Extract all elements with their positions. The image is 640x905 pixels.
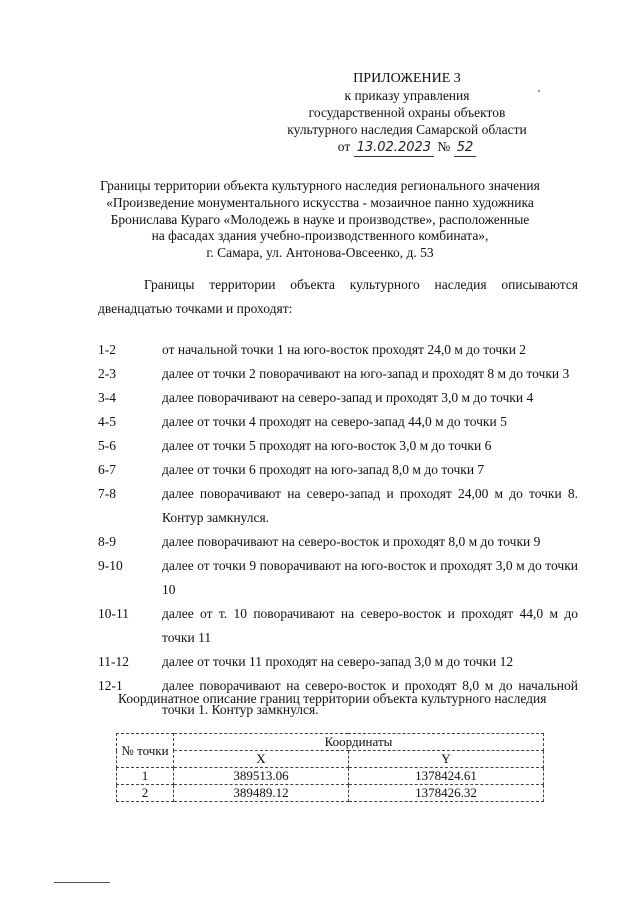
list-item — [98, 482, 578, 530]
segment-number: 5-6 — [98, 438, 116, 453]
segment-number: 1-2 — [98, 342, 116, 357]
appendix-title: ПРИЛОЖЕНИЕ 3 — [353, 71, 461, 86]
point-number-cell: 2 — [117, 785, 174, 802]
heading-line: г. Самара, ул. Антонова-Овсеенко, д. 53 — [206, 245, 434, 261]
list-item — [98, 602, 578, 650]
appendix-line: государственной охраны объектов — [308, 105, 506, 120]
point-number-cell: 1 — [117, 768, 174, 785]
intro-paragraph — [98, 273, 578, 321]
appendix-line: культурного наследия Самарской области — [287, 122, 527, 137]
intro-line-2: двенадцатью точками и проходят: — [98, 301, 293, 316]
heading-line: Границы территории объекта культурного наследия регионального значения — [100, 178, 540, 193]
segment-number: 12-1 — [98, 678, 123, 693]
list-item — [98, 386, 578, 410]
coordinates-table — [116, 733, 544, 802]
intro-line-1: Границы территории объекта культурного наследия описываются — [144, 277, 578, 292]
header-point-number: № точки — [117, 734, 174, 768]
list-item — [98, 554, 578, 602]
segment-description: далее поворачивают на северо-восток и проходят 8,0 м до начальной точки 1. Контур замкнулся. — [162, 678, 578, 717]
segment-number: 2-3 — [98, 366, 116, 381]
list-item — [98, 458, 578, 482]
segment-description: далее от точки 4 проходят на северо-запад 44,0 м до точки 5 — [162, 414, 507, 429]
heading-line: на фасадах здания учебно-производственного комбината», — [151, 228, 489, 244]
list-item — [98, 434, 578, 458]
table-row — [117, 785, 544, 802]
order-date-line — [262, 138, 552, 157]
boundary-route-list — [98, 338, 578, 722]
date-prefix: от — [337, 139, 351, 154]
document-heading — [80, 178, 560, 262]
segment-number: 4-5 — [98, 414, 116, 429]
list-item — [98, 530, 578, 554]
segment-description: далее поворачивают на северо-запад и проходят 24,00 м до точки 8. Контур замкнулся. — [162, 486, 578, 525]
segment-description: далее от точки 2 поворачивают на юго-запад и проходят 8 м до точки 3 — [162, 366, 570, 381]
list-item — [98, 362, 578, 386]
segment-description: далее поворачивают на северо-запад и проходят 3,0 м до точки 4 — [162, 390, 534, 405]
footer-divider — [54, 882, 110, 883]
segment-description: далее от точки 5 проходят на юго-восток 3,0 м до точки 6 — [162, 438, 492, 453]
segment-number: 3-4 — [98, 390, 116, 405]
handwritten-date: 13.02.2023 — [354, 139, 434, 157]
y-cell: 1378424.61 — [348, 768, 543, 785]
segment-description: от начальной точки 1 на юго-восток проходят 24,0 м до точки 2 — [162, 342, 527, 357]
list-item — [98, 650, 578, 674]
list-item — [98, 338, 578, 362]
appendix-block — [262, 70, 552, 157]
appendix-line: к приказу управления — [344, 88, 470, 103]
segment-number: 6-7 — [98, 462, 116, 477]
number-prefix: № — [437, 139, 451, 154]
segment-number: 8-9 — [98, 534, 116, 549]
header-x: X — [174, 751, 349, 768]
segment-description: далее поворачивают на северо-восток и проходят 8,0 м до точки 9 — [162, 534, 541, 549]
segment-number: 10-11 — [98, 606, 129, 621]
segment-number: 7-8 — [98, 486, 116, 501]
heading-line: «Произведение монументального искусства - мозаичное панно художника — [106, 194, 534, 210]
handwritten-number: 52 — [454, 139, 477, 157]
coordinates-title: Координатное описание границ территории объекта культурного наследия — [118, 691, 547, 706]
y-cell: 1378426.32 — [348, 785, 543, 802]
table-row — [117, 768, 544, 785]
list-item — [98, 410, 578, 434]
segment-description: далее от точки 6 проходят на юго-запад 8,0 м до точки 7 — [162, 462, 485, 477]
x-cell: 389489.12 — [174, 785, 349, 802]
segment-description: далее от т. 10 поворачивают на северо-восток и проходят 44,0 м до точки 11 — [162, 606, 578, 645]
x-cell: 389513.06 — [174, 768, 349, 785]
header-y: Y — [348, 751, 543, 768]
segment-number: 9-10 — [98, 558, 123, 573]
header-coordinates: Координаты — [174, 734, 544, 751]
heading-line: Бронислава Кураго «Молодежь в науке и производстве», расположенные — [110, 211, 530, 227]
segment-description: далее от точки 11 проходят на северо-запад 3,0 м до точки 12 — [162, 654, 514, 669]
segment-number: 11-12 — [98, 654, 129, 669]
segment-description: далее от точки 9 поворачивают на юго-восток и проходят 3,0 м до точки 10 — [162, 558, 578, 597]
scan-speck — [538, 90, 540, 92]
